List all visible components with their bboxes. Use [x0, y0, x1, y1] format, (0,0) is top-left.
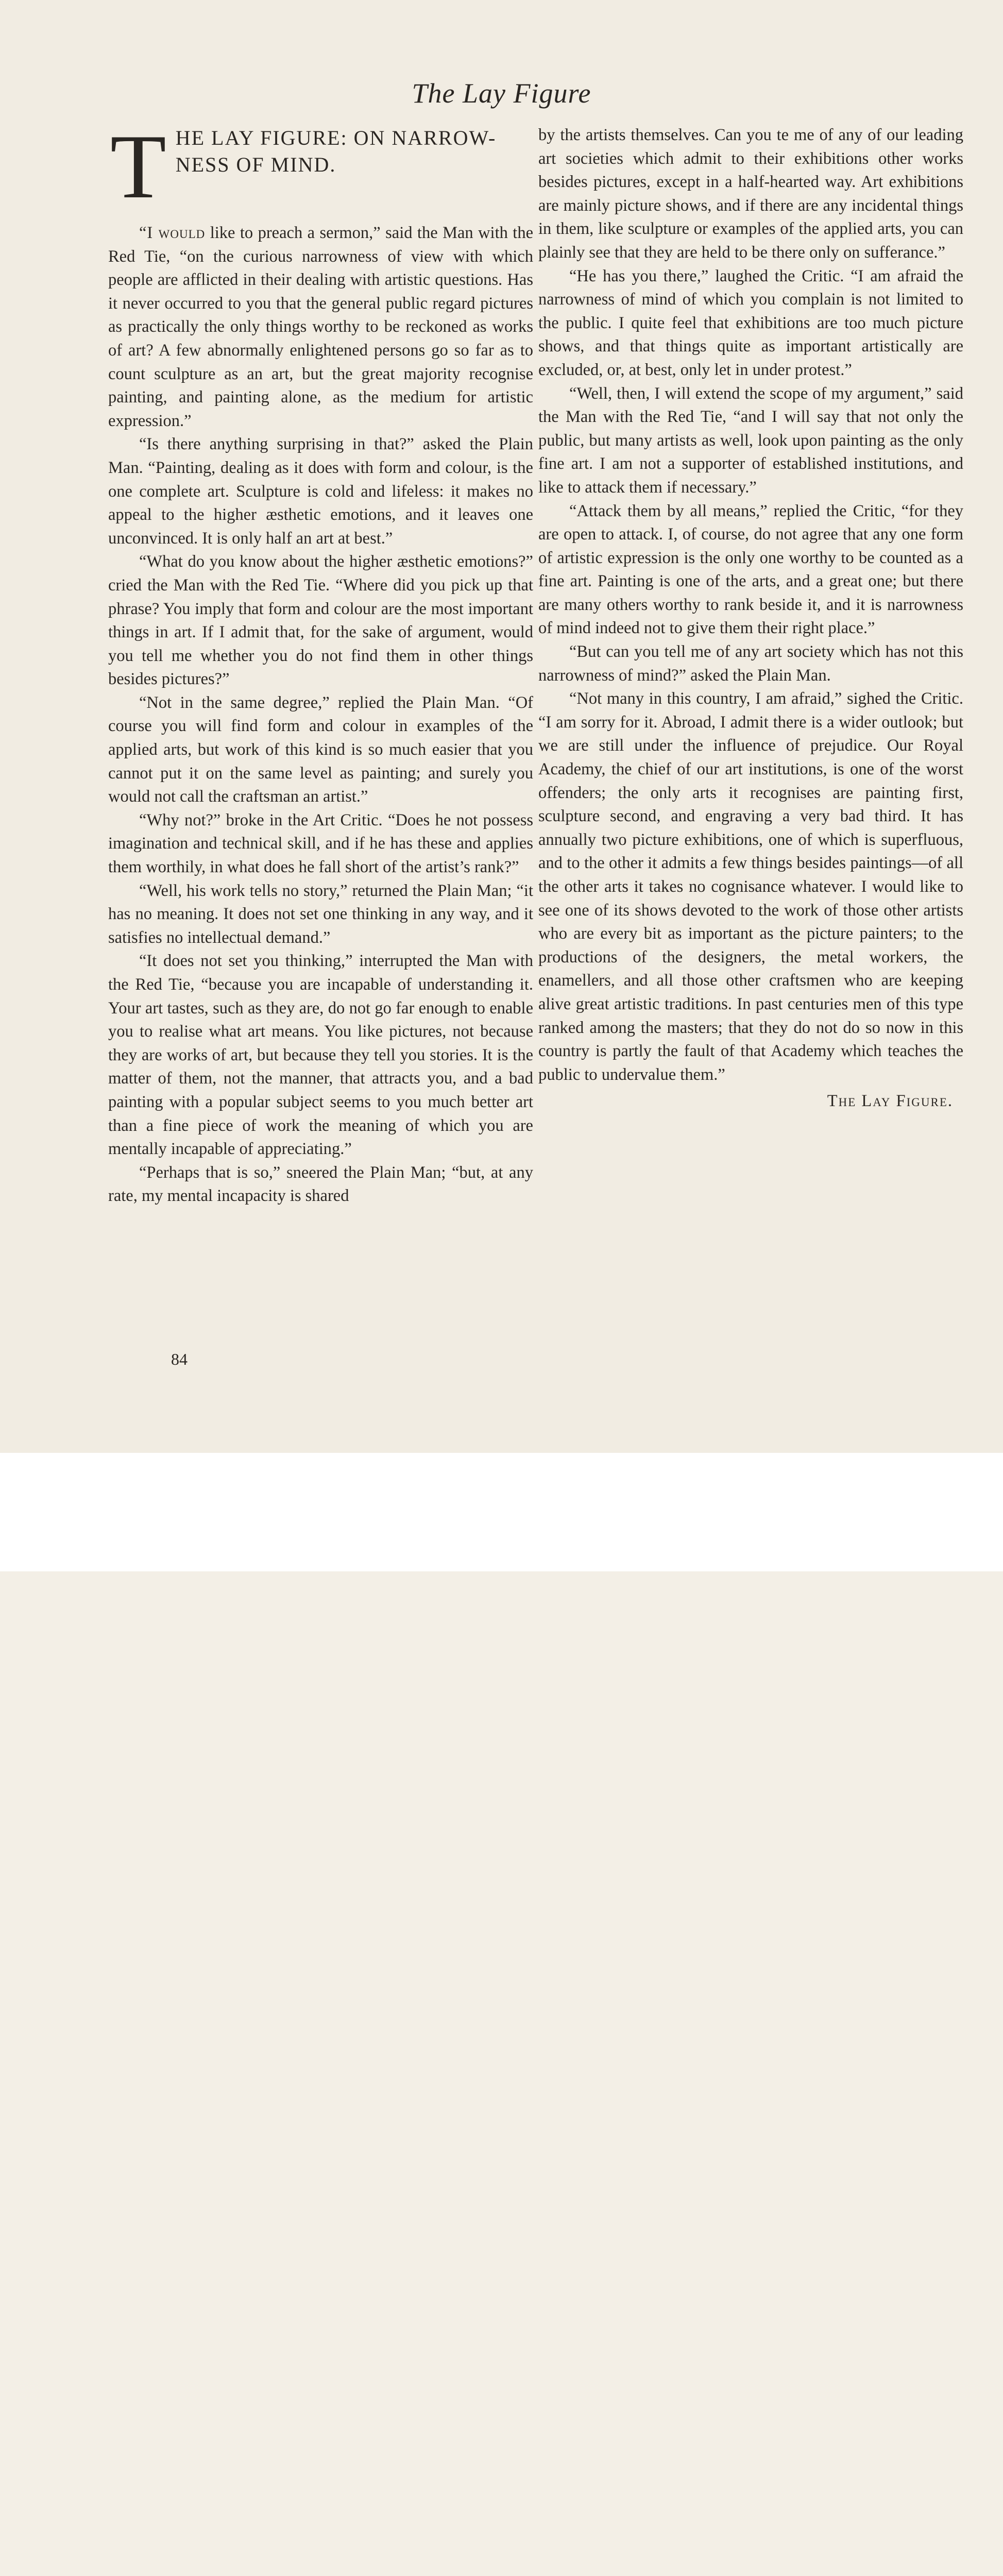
article-title-text: HE LAY FIGURE: ON NARROW-NESS OF MIND.: [175, 126, 497, 176]
paragraph: “Well, then, I will extend the scope of my argument,” said the Man with the Red Tie, “and I will say that not only the public, but many artists as well, look upon painting as the only fine art. I am not a supporter of established institutions, and like to attack them if necessary.”: [538, 384, 963, 497]
paragraph: “But can you tell me of any art society which has not this narrowness of mind?” asked the Plain Man.: [538, 642, 963, 685]
paragraph: “He has you there,” laughed the Critic. “I am afraid the narrowness of mind of which you complain is not limited to the public. I quite feel that exhibitions are too much picture shows, and that things quite as important artistically are excluded, or, at best, only let in under protest.”: [538, 266, 963, 379]
signature: The Lay Figure.: [827, 1092, 953, 1111]
article-title: [108, 115, 533, 217]
paragraph: “Not in the same degree,” replied the Plain Man. “Of course you will find form and colour in examples of the applied arts, but work of this kind is so much easier that you cannot put it on the same level as painting; and surely you would not call the craftsman an artist.”: [108, 693, 533, 806]
paragraph: “Well, his work tells no story,” returned the Plain Man; “it has no meaning. It does not set one thinking in any way, and it satisfies no intellectual demand.”: [108, 881, 533, 947]
paragraph: “Attack them by all means,” replied the Critic, “for they are open to attack. I, of course, do not agree that any one form of artistic expression is the only one worthy to be counted as a fine art. Painting is one of the arts, and a great one; but there are many others worthy to rank beside it, and it is narrowness of mind indeed not to give them their right place.”: [538, 501, 963, 638]
paragraph: [108, 222, 533, 433]
paragraph: “Not many in this country, I am afraid,” sighed the Critic. “I am sorry for it. Abroad, I admit there is a wider outlook; but we are still under the influence of prejudice. Our Royal Academy, the chief of our art institutions, is one of the worst offenders; the only arts it recognises are painting first, sculpture second, and engraving a very bad third. It has annually two picture exhibitions, one of which is superfluous, and to the other it admits a few things besides paintings—of all the other arts it takes no cognisance whatever. I would like to see one of its shows devoted to the work of those other artists who are every bit as important as the picture painters; to the productions of the designers, the metal workers, the enamellers, and all those other craftsmen who are keeping alive great artistic traditions. In past centuries men of this type ranked among the masters; that they do not do so now in this country is partly the fault of that Academy which teaches the public to undervalue them.”: [538, 689, 963, 1084]
paragraph: “Perhaps that is so,” sneered the Plain Man; “but, at any rate, my mental incapacity is shared: [108, 1163, 533, 1206]
right-column: [538, 124, 963, 1113]
running-head: The Lay Figure: [412, 78, 591, 109]
paragraph: “Why not?” broke in the Art Critic. “Does he not possess imagination and technical skill, and if he has these and applies them worthily, in what does he fall short of the artist’s rank?”: [108, 810, 533, 877]
paragraph: “It does not set you thinking,” interrupted the Man with the Red Tie, “because you are incapable of understanding it. Your art tastes, such as they are, do not go far enough to enable you to realise what art means. You like pictures, not because they are works of art, but because they tell you stories. It is the matter of them, not the manner, that attracts you, and a bad painting with a popular subject seems to you much better art than a fine piece of work the meaning of which you are mentally incapable of appreciating.”: [108, 952, 533, 1159]
drop-cap: T: [110, 115, 166, 217]
left-column: [108, 115, 533, 1208]
paragraph: “Is there anything surprising in that?” asked the Plain Man. “Painting, dealing as it does with form and colour, is the one complete art. Sculpture is cold and lifeless: it makes no appeal to the higher æsthetic emotions, and it leaves one unconvinced. It is only half an art at best.”: [108, 435, 533, 548]
opening-small-caps: “I would: [139, 224, 206, 242]
page-number: 84: [171, 1350, 188, 1368]
paragraph-text: like to preach a sermon,” said the Man with the Red Tie, “on the curious narrowness of view with which people are afflicted in their dealing with artistic questions. Has it never occurred to you that the general public regard pictures as practically the only things worthy to be reckoned as works of art? A few abnormally enlightened persons go so far as to count sculpture as an art, but the great majority recognise painting, and painting alone, as the medium for artistic expression.”: [108, 224, 533, 430]
paragraph: “What do you know about the higher æsthetic emotions?” cried the Man with the Red Tie. “Where did you pick up that phrase? You imply that form and colour are the most important things in art. If I admit that, for the sake of argument, would you tell me whether you do not find them in other things besides pictures?”: [108, 552, 533, 689]
paragraph: by the artists themselves. Can you te me of any of our leading art societies which admit to their exhibitions other works besides pictures, except in a half-hearted way. Art exhibitions are mainly picture shows, and if there are any incidental things in them, like sculpture or examples of the applied arts, you can plainly see that they are held to be there only on sufferance.”: [538, 126, 963, 262]
footer-bar: [0, 1453, 1003, 1571]
